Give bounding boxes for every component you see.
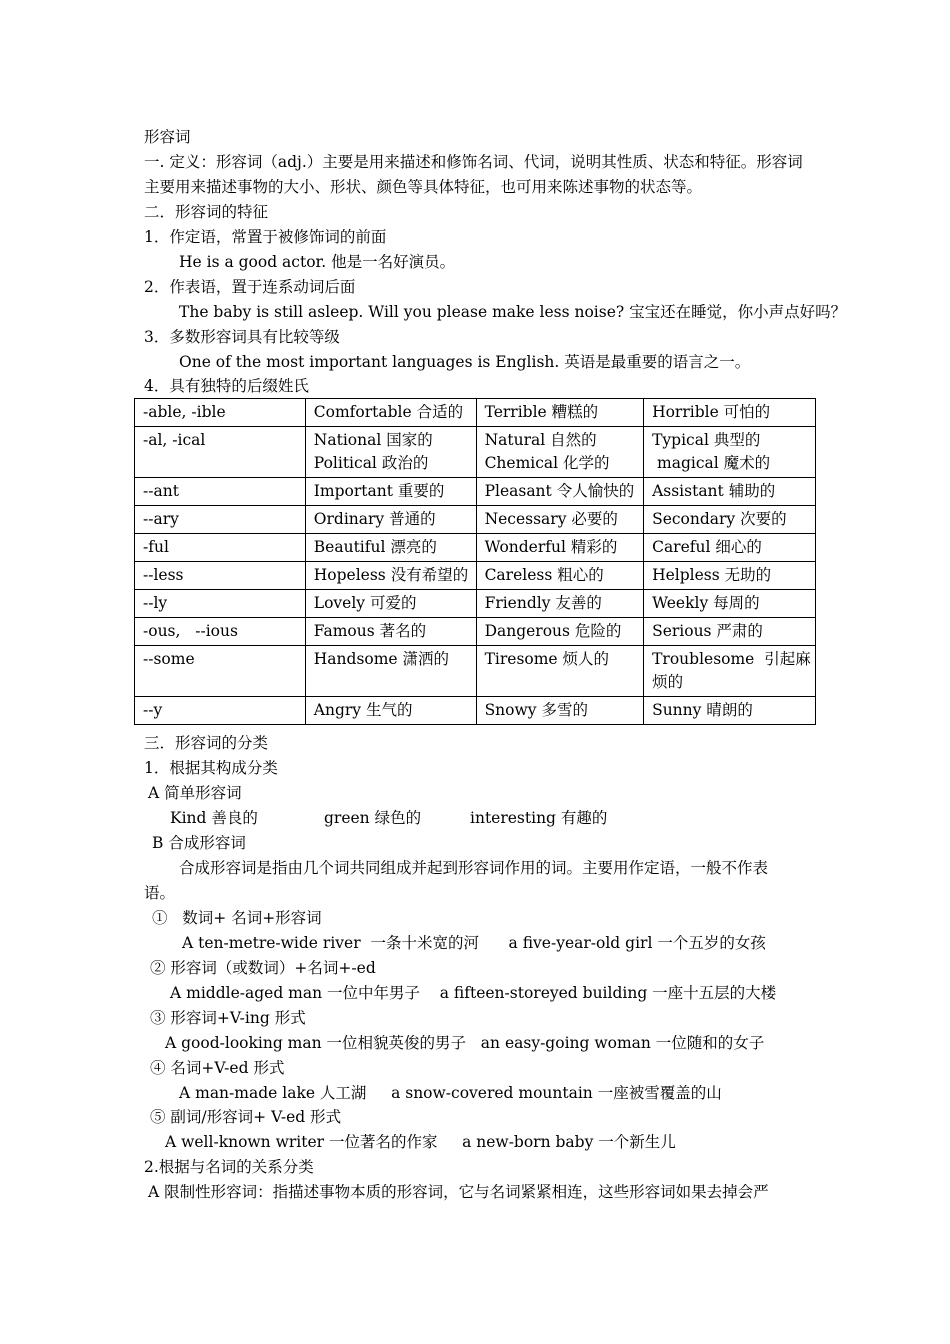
table-row [135,618,816,646]
example-cell: Handsome 潇洒的 [305,646,476,697]
suffix-cell: --ly [135,590,306,618]
table-row [135,427,816,478]
feature-3: 3．多数形容词具有比较等级 [144,328,340,346]
simple-example-1: Kind 善良的 [170,809,258,827]
example-line: Troublesome 引起麻 [652,650,811,668]
example-cell: Famous 著名的 [305,618,476,646]
table-row [135,506,816,534]
pattern-4: ④ 名词+V-ed 形式 [150,1059,285,1077]
table-row [135,534,816,562]
example-cell: Weekly 每周的 [644,590,816,618]
pattern-2: ② 形容词（或数词）+名词+-ed [150,959,376,977]
suffix-cell: -able, -ible [135,399,306,427]
suffix-cell: -ous, --ious [135,618,306,646]
example-cell [644,646,816,697]
example-line: 烦的 [652,673,684,691]
example-cell: Careless 粗心的 [476,562,644,590]
example-cell: Careful 细心的 [644,534,816,562]
suffix-cell: -ful [135,534,306,562]
pattern-2-example: A middle-aged man 一位中年男子 a fifteen-storeyed building 一座十五层的大楼 [170,984,777,1002]
section-2-heading: 二．形容词的特征 [144,203,269,221]
example-cell: Secondary 次要的 [644,506,816,534]
example-cell: Horrible 可怕的 [644,399,816,427]
example-line: National 国家的 [313,431,433,449]
example-cell: Sunny 晴朗的 [644,697,816,725]
pattern-3: ③ 形容词+V-ing 形式 [150,1009,306,1027]
table-row [135,562,816,590]
example-cell: Necessary 必要的 [476,506,644,534]
table-row [135,646,816,697]
classification-2: 2.根据与名词的关系分类 [144,1158,314,1176]
suffix-table [134,398,816,725]
simple-example-3: interesting 有趣的 [470,809,608,827]
example-cell [476,427,644,478]
example-cell: Lovely 可爱的 [305,590,476,618]
example-cell: Friendly 友善的 [476,590,644,618]
feature-2-example: The baby is still asleep. Will you please make less noise? 宝宝还在睡觉，你小声点好吗？ [179,303,847,321]
example-cell: Assistant 辅助的 [644,478,816,506]
feature-1: 1．作定语，常置于被修饰词的前面 [144,228,387,246]
suffix-cell: --less [135,562,306,590]
example-cell: Pleasant 令人愉快的 [476,478,644,506]
example-cell: Ordinary 普通的 [305,506,476,534]
example-cell: Important 重要的 [305,478,476,506]
feature-1-example: He is a good actor. 他是一名好演员。 [179,253,456,271]
classification-1: 1．根据其构成分类 [144,759,278,777]
simple-adjective-heading: A 简单形容词 [148,784,242,802]
doc-title: 形容词 [144,128,191,146]
feature-4: 4．具有独特的后缀姓氏 [144,377,309,395]
example-cell [305,427,476,478]
pattern-3-example: A good-looking man 一位相貌英俊的男子 an easy-going woman 一位随和的女子 [165,1034,765,1052]
example-line: magical 魔术的 [652,454,771,472]
example-cell [644,427,816,478]
example-line: Chemical 化学的 [484,454,610,472]
table-row [135,399,816,427]
compound-description-1: 合成形容词是指由几个词共同组成并起到形容词作用的词。主要用作定语，一般不作表 [179,859,769,877]
example-cell: Comfortable 合适的 [305,399,476,427]
suffix-cell: --y [135,697,306,725]
pattern-1-example: A ten-metre-wide river 一条十米宽的河 a five-year-old girl 一个五岁的女孩 [182,934,766,952]
example-cell: Tiresome 烦人的 [476,646,644,697]
feature-2: 2．作表语，置于连系动词后面 [144,278,356,296]
pattern-5-example: A well-known writer 一位著名的作家 a new-born baby 一个新生儿 [165,1133,676,1151]
pattern-5: ⑤ 副词/形容词+ V-ed 形式 [150,1108,342,1126]
feature-3-example: One of the most important languages is English. 英语是最重要的语言之一。 [179,353,751,371]
example-cell: Wonderful 精彩的 [476,534,644,562]
example-cell: Terrible 糟糕的 [476,399,644,427]
table-row [135,478,816,506]
suffix-cell: --some [135,646,306,697]
definition-line-1: 一. 定义：形容词（adj.）主要是用来描述和修饰名词、代词，说明其性质、状态和特征。形容词 [144,153,803,171]
example-cell: Angry 生气的 [305,697,476,725]
definition-line-2: 主要用来描述事物的大小、形状、颜色等具体特征，也可用来陈述事物的状态等。 [144,178,703,196]
pattern-4-example: A man-made lake 人工湖 a snow-covered mountain 一座被雪覆盖的山 [179,1084,722,1102]
suffix-cell: --ant [135,478,306,506]
example-line: Political 政治的 [313,454,429,472]
example-line: Natural 自然的 [484,431,597,449]
example-cell: Snowy 多雪的 [476,697,644,725]
table-row [135,590,816,618]
suffix-cell: -al, -ical [135,427,306,478]
compound-adjective-heading: B 合成形容词 [152,834,246,852]
suffix-cell: --ary [135,506,306,534]
section-3-heading: 三．形容词的分类 [144,734,269,752]
example-cell: Hopeless 没有希望的 [305,562,476,590]
example-line: Typical 典型的 [652,431,761,449]
simple-example-2: green 绿色的 [324,809,422,827]
pattern-1: ① 数词+ 名词+形容词 [152,909,322,927]
example-cell: Dangerous 危险的 [476,618,644,646]
compound-description-2: 语。 [144,884,176,902]
restrictive-adjective-line: A 限制性形容词：指描述事物本质的形容词，它与名词紧紧相连，这些形容词如果去掉会严 [148,1183,769,1201]
example-cell: Helpless 无助的 [644,562,816,590]
example-cell: Serious 严肃的 [644,618,816,646]
example-cell: Beautiful 漂亮的 [305,534,476,562]
table-row [135,697,816,725]
